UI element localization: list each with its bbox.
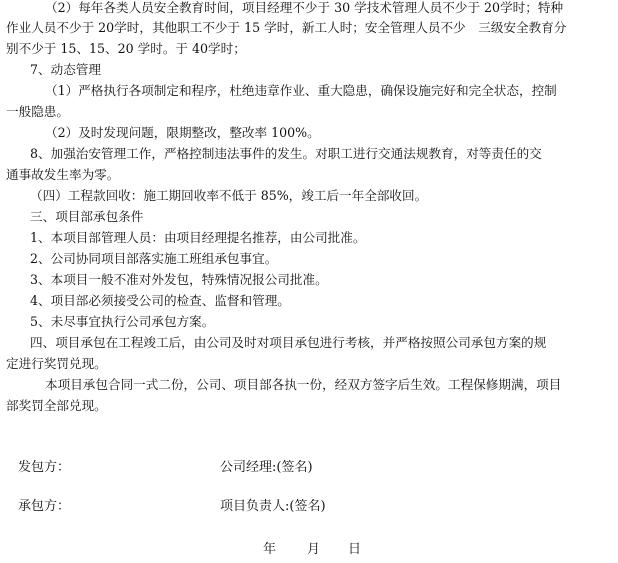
project-leader-signature-label: 项目负责人:(签名) xyxy=(220,499,326,514)
paragraph-line: 通事故发生率为零。 xyxy=(6,167,120,182)
paragraph-line: 定进行奖罚兑现。 xyxy=(6,356,107,371)
list-item: 5、未尽事宜执行公司承包方案。 xyxy=(30,314,215,329)
paragraph-line: 部奖罚全部兑现。 xyxy=(6,398,107,413)
paragraph-line: 作业人员不少于 20学时，其他职工不少于 15 学时，新工人时；安全管理人员不少 三级安全教育分 xyxy=(6,20,567,35)
paragraph-line: （2）每年各类人员安全教育时间，项目经理不少于 30 学技术管理人员不少于 20学时；特种 xyxy=(45,0,564,15)
paragraph-line: 本项目承包合同一式二份，公司、项目部各执一份，经双方签字后生效。工程保修期满，项目 xyxy=(45,377,562,392)
contractor-label: 承包方： xyxy=(18,499,71,514)
issuer-label: 发包方： xyxy=(18,460,71,475)
list-item: 2、公司协同项目部落实施工班组承包事宜。 xyxy=(30,251,278,266)
manager-signature-label: 公司经理:(签名) xyxy=(220,460,313,475)
paragraph-line: （1）严格执行各项制定和程序，杜绝违章作业、重大隐患，确保设施完好和完全状态，控制 xyxy=(45,83,557,98)
paragraph-line: （2）及时发现问题，限期整改，整改率 100%。 xyxy=(45,125,320,140)
paragraph-line: 一般隐患。 xyxy=(6,104,69,119)
list-item: 4、项目部必须接受公司的检查、监督和管理。 xyxy=(30,293,290,308)
section-heading: 三、项目部承包条件 xyxy=(30,209,144,224)
paragraph-line: 别不少于 15、15、20 学时。于 40学时； xyxy=(6,41,246,56)
paragraph-line: 四、项目承包在工程竣工后，由公司及时对项目承包进行考核，并严格按照公司承包方案的规 xyxy=(30,335,547,350)
list-item: 3、本项目一般不准对外发包，特殊情况报公司批准。 xyxy=(30,272,328,287)
date-year: 年 xyxy=(263,542,277,557)
date-month: 月 xyxy=(307,542,321,557)
paragraph-line: （四）工程款回收：施工期回收率不低于 85%，竣工后一年全部收回。 xyxy=(30,188,428,203)
list-item: 1、本项目部管理人员：由项目经理提名推荐，由公司批准。 xyxy=(30,230,366,245)
date-day: 日 xyxy=(348,542,362,557)
section-heading: 7、动态管理 xyxy=(30,62,101,77)
paragraph-line: 8、加强治安管理工作，严格控制违法事件的发生。对职工进行交通法规教育，对等责任的交 xyxy=(30,146,542,161)
